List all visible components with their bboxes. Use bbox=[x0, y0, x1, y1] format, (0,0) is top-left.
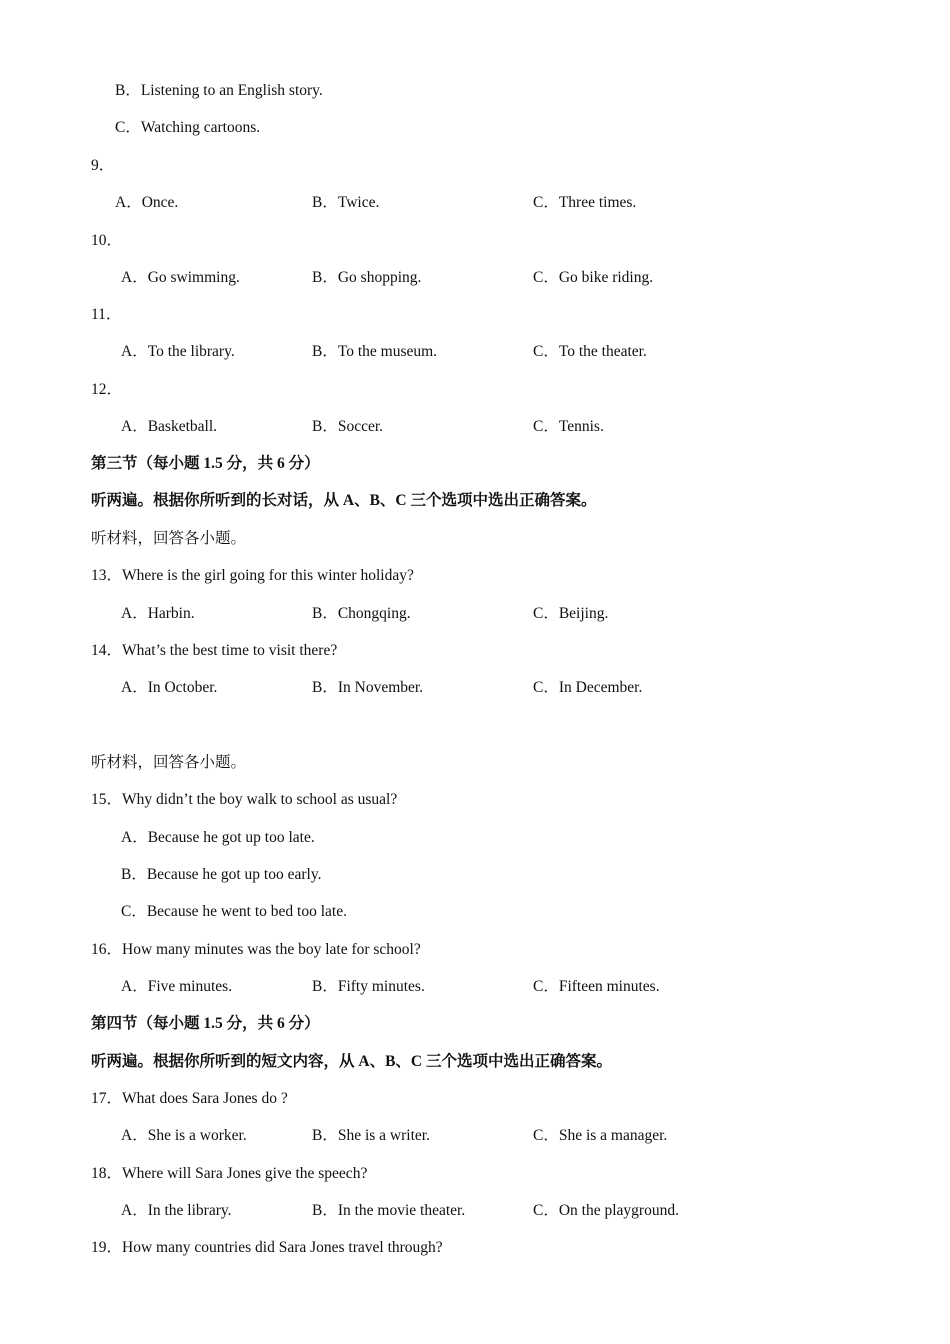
q11-number: 11． bbox=[91, 306, 122, 323]
q15-option-b: B．Because he got up too early. bbox=[121, 866, 322, 883]
q18-option-b: B．In the movie theater. bbox=[312, 1202, 466, 1219]
section4-heading: 第四节（每小题 1.5 分，共 6 分） bbox=[91, 1015, 320, 1032]
q17-option-c: C．She is a manager. bbox=[533, 1127, 668, 1144]
q11-option-b: B．To the museum. bbox=[312, 343, 438, 360]
q12-option-c: C．Tennis. bbox=[533, 418, 604, 435]
q12-option-a: A．Basketball. bbox=[121, 418, 217, 435]
section3-instruction: 听两遍。根据你所听到的长对话，从 A、B、C 三个选项中选出正确答案。 bbox=[91, 492, 597, 509]
material-prompt-2: 听材料，回答各小题。 bbox=[91, 754, 247, 771]
q16-option-c: C．Fifteen minutes. bbox=[533, 978, 660, 995]
q15-option-c: C．Because he went to bed too late. bbox=[121, 903, 347, 920]
q13-option-b: B．Chongqing. bbox=[312, 605, 411, 622]
q9-option-b: B．Twice. bbox=[312, 194, 380, 211]
q16-option-b: B．Fifty minutes. bbox=[312, 978, 425, 995]
q14-option-c: C．In December. bbox=[533, 679, 643, 696]
q12-option-b: B．Soccer. bbox=[312, 418, 384, 435]
q14-option-b: B．In November. bbox=[312, 679, 424, 696]
q18-option-a: A．In the library. bbox=[121, 1202, 232, 1219]
q10-option-b: B．Go shopping. bbox=[312, 269, 422, 286]
q13-option-a: A．Harbin. bbox=[121, 605, 195, 622]
q19-question: 19．How many countries did Sara Jones travel through? bbox=[91, 1239, 443, 1256]
q17-question: 17．What does Sara Jones do ? bbox=[91, 1090, 288, 1107]
q8-option-c: C．Watching cartoons. bbox=[115, 119, 261, 136]
q18-option-c: C．On the playground. bbox=[533, 1202, 679, 1219]
q10-option-c: C．Go bike riding. bbox=[533, 269, 654, 286]
q15-option-a: A．Because he got up too late. bbox=[121, 829, 315, 846]
q17-option-b: B．She is a writer. bbox=[312, 1127, 430, 1144]
q13-question: 13．Where is the girl going for this winter holiday? bbox=[91, 567, 414, 584]
q17-option-a: A．She is a worker. bbox=[121, 1127, 247, 1144]
q9-option-c: C．Three times. bbox=[533, 194, 637, 211]
q16-question: 16．How many minutes was the boy late for school? bbox=[91, 941, 421, 958]
section4-instruction: 听两遍。根据你所听到的短文内容，从 A、B、C 三个选项中选出正确答案。 bbox=[91, 1053, 612, 1070]
section3-heading: 第三节（每小题 1.5 分，共 6 分） bbox=[91, 455, 320, 472]
q8-option-b: B．Listening to an English story. bbox=[115, 82, 323, 99]
q9-number: 9． bbox=[91, 157, 115, 174]
q10-option-a: A．Go swimming. bbox=[121, 269, 240, 286]
q14-option-a: A．In October. bbox=[121, 679, 218, 696]
q18-question: 18．Where will Sara Jones give the speech? bbox=[91, 1165, 368, 1182]
material-prompt-1: 听材料，回答各小题。 bbox=[91, 530, 247, 547]
q12-number: 12． bbox=[91, 381, 123, 398]
q11-option-c: C．To the theater. bbox=[533, 343, 647, 360]
q11-option-a: A．To the library. bbox=[121, 343, 235, 360]
q9-option-a: A．Once. bbox=[115, 194, 179, 211]
q14-question: 14．What’s the best time to visit there? bbox=[91, 642, 338, 659]
q15-question: 15．Why didn’t the boy walk to school as usual? bbox=[91, 791, 398, 808]
q16-option-a: A．Five minutes. bbox=[121, 978, 233, 995]
q10-number: 10． bbox=[91, 232, 123, 249]
q13-option-c: C．Beijing. bbox=[533, 605, 609, 622]
